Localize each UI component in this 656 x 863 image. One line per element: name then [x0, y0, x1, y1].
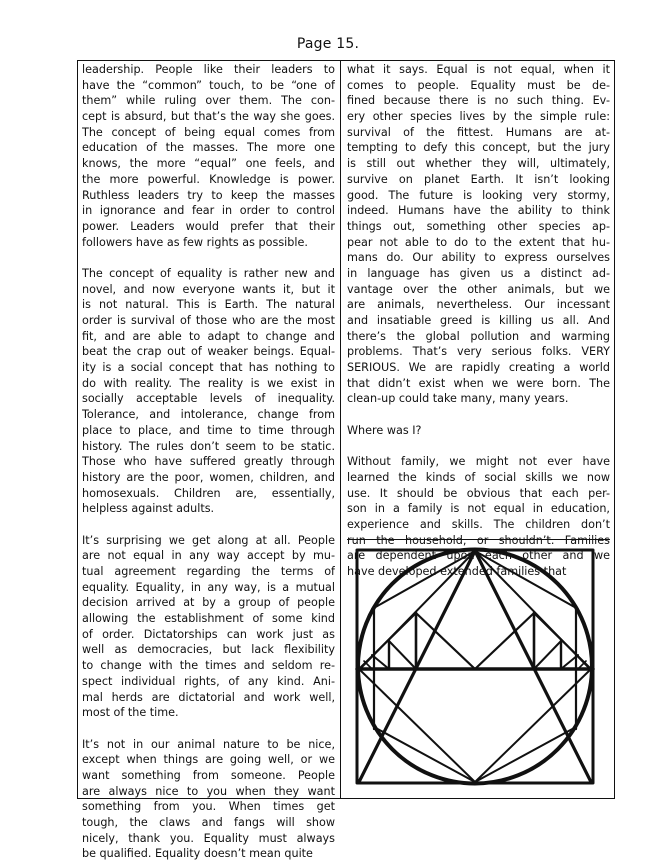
text-line: fined because there is no such thing. Ev-: [347, 94, 610, 108]
text-line: history. The rules don’t seem to be static.: [82, 439, 335, 453]
text-line: ity is a social concept that has nothing to: [82, 361, 335, 375]
text-line: be qualified. Equality doesn’t mean quite: [82, 847, 313, 861]
paragraph-gap: [347, 439, 610, 455]
text-line: problems. That’s very serious folks. VERY: [347, 345, 610, 359]
text-line: education of the masses. The more one: [82, 141, 335, 155]
text-line: the more powerful. Knowledge is power.: [82, 172, 335, 186]
text-line: something from you. When times get: [82, 800, 335, 814]
text-line: except when things are going well, or we: [82, 753, 335, 767]
paragraph-gap: [82, 721, 335, 737]
text-line: are animals, nevertheless. Our incessant: [347, 298, 610, 312]
paragraph-gap: [82, 250, 335, 266]
text-line: order is survival of those who are the most: [82, 314, 335, 327]
paragraph: [347, 62, 610, 407]
text-line: homosexuals. Children are, essentially,: [82, 486, 335, 500]
paragraph: [82, 62, 335, 250]
text-line: knows, the more “equal” one feels, and: [82, 157, 335, 171]
text-line: cept is absurd, but that’s the way she goes.: [82, 110, 335, 124]
text-line: well as democracies, but lack flexibility: [82, 643, 335, 657]
text-line: Ruthless leaders try to keep the masses: [82, 188, 335, 202]
text-line: run the household, or shouldn’t. Families: [347, 533, 610, 547]
text-line: mans do. Our ability to express ourselves: [347, 251, 610, 265]
text-line: indeed. Humans have the ability to think: [347, 204, 610, 218]
paragraph-gap: [347, 407, 610, 423]
paragraph-gap: [82, 517, 335, 533]
text-line: tual agreement regarding the terms of: [82, 565, 335, 578]
text-line: have developed extended families that: [347, 565, 567, 578]
right-text-column: [347, 62, 610, 580]
text-line: Where was I?: [347, 423, 422, 437]
text-line: vantage over the other animals, but we: [347, 282, 610, 296]
text-line: good. The future is looking very stormy,: [347, 188, 610, 202]
text-line: The concept of equality is rather new and: [82, 266, 335, 280]
text-line: in language has given us a distinct ad-: [347, 266, 610, 280]
paragraph: [82, 533, 335, 721]
text-line: have the “common” touch, to be “one of: [82, 78, 335, 92]
text-line: are not equal in any way accept by mu-: [82, 549, 335, 563]
text-line: Tolerance, and intolerance, change from: [82, 408, 335, 422]
two-column-text-frame: [77, 60, 615, 861]
text-line: what it says. Equal is not equal, when it: [347, 63, 610, 76]
text-line: It’s surprising we get along at all. People: [82, 533, 335, 547]
text-line: want something from someone. People: [82, 768, 335, 782]
text-line: allowing the establishment of some kind: [82, 612, 335, 626]
left-text-column: [82, 62, 335, 862]
text-line: to change with the times and seldom re-: [82, 659, 335, 673]
text-line: son in a family is not equal in education,: [347, 502, 610, 516]
text-line: do with reality. The reality is we exist in: [82, 376, 335, 390]
text-line: survival of the fittest. Humans are at-: [347, 125, 610, 139]
text-line: The concept of being equal comes from: [82, 125, 335, 139]
text-line: most of the time.: [82, 706, 179, 720]
text-line: clean-up could take many, many years.: [347, 392, 569, 406]
text-line: Without family, we might not ever have: [347, 455, 610, 469]
text-line: are dependent upon each other and we: [347, 549, 610, 563]
text-line: there’s the global pollution and warming: [347, 329, 610, 343]
text-line: helpless against adults.: [82, 502, 215, 516]
paragraph: [347, 423, 610, 439]
text-line: mal herds are dictatorial and work well,: [82, 690, 335, 704]
text-line: spect individual rights, of any kind. Ani-: [82, 674, 335, 688]
text-line: beat the crap out of weaker beings. Equal-: [82, 345, 335, 359]
text-line: SERIOUS. We are rapidly creating a world: [347, 361, 610, 375]
text-line: of order. Dictatorships can work just as: [82, 627, 335, 641]
text-line: tempting to defy this concept, but the jury: [347, 141, 610, 155]
text-line: ery other species lives by the simple rule:: [347, 110, 610, 124]
text-line: Those who have suffered greatly through: [82, 455, 335, 469]
text-line: in ignorance and fear in order to control: [82, 204, 335, 218]
sacred-geometry-icon: [354, 547, 598, 788]
figure-separator-rule: [347, 539, 610, 540]
text-line: pear not able to do to the extent that hu-: [347, 235, 610, 249]
text-line: use. It should be obvious that each per-: [347, 486, 610, 500]
paragraph: [82, 737, 335, 863]
text-line: survive on planet Earth. It isn’t looking: [347, 172, 610, 186]
column-divider: [340, 61, 341, 798]
text-line: place to place, and time to time through: [82, 423, 335, 437]
text-line: socially acceptable levels of inequality.: [82, 392, 335, 406]
text-line: is not natural. This is Earth. The natural: [82, 298, 335, 312]
text-line: fit, and are able to adapt to change and: [82, 329, 335, 343]
page-number-header: Page 15.: [296, 36, 360, 52]
text-line: and insatiable greed is killing us all. And: [347, 314, 610, 327]
text-line: comes to people. Equality must be de-: [347, 78, 610, 92]
text-line: equality. Equality, in any way, is a mutual: [82, 580, 335, 594]
text-line: followers have as few rights as possible.: [82, 235, 308, 249]
text-line: It’s not in our animal nature to be nice,: [82, 737, 335, 751]
text-line: them” while ruling over them. The con-: [82, 94, 335, 108]
paragraph: [82, 266, 335, 517]
text-line: power. Leaders would prefer that their: [82, 219, 335, 233]
text-line: nicely, thank you. Equality must always: [82, 831, 335, 845]
text-line: decision arrived at by a group of people: [82, 596, 335, 610]
text-line: tough, the claws and fangs will show: [82, 816, 335, 829]
text-line: leadership. People like their leaders to: [82, 63, 335, 76]
text-line: history are the poor, women, children, and: [82, 470, 335, 484]
text-line: novel, and now everyone wants it, but it: [82, 282, 335, 296]
text-line: are always nice to you when they want: [82, 784, 335, 798]
text-line: things out, something other species ap-: [347, 219, 610, 233]
text-line: is still out whether they will, ultimately,: [347, 157, 610, 171]
text-line: that didn’t exist when we were born. The: [347, 376, 610, 390]
text-line: learned the kinds of social skills we now: [347, 470, 610, 484]
geometric-diagram-figure: [354, 547, 598, 788]
text-line: experience and skills. The children don’t: [347, 517, 610, 531]
